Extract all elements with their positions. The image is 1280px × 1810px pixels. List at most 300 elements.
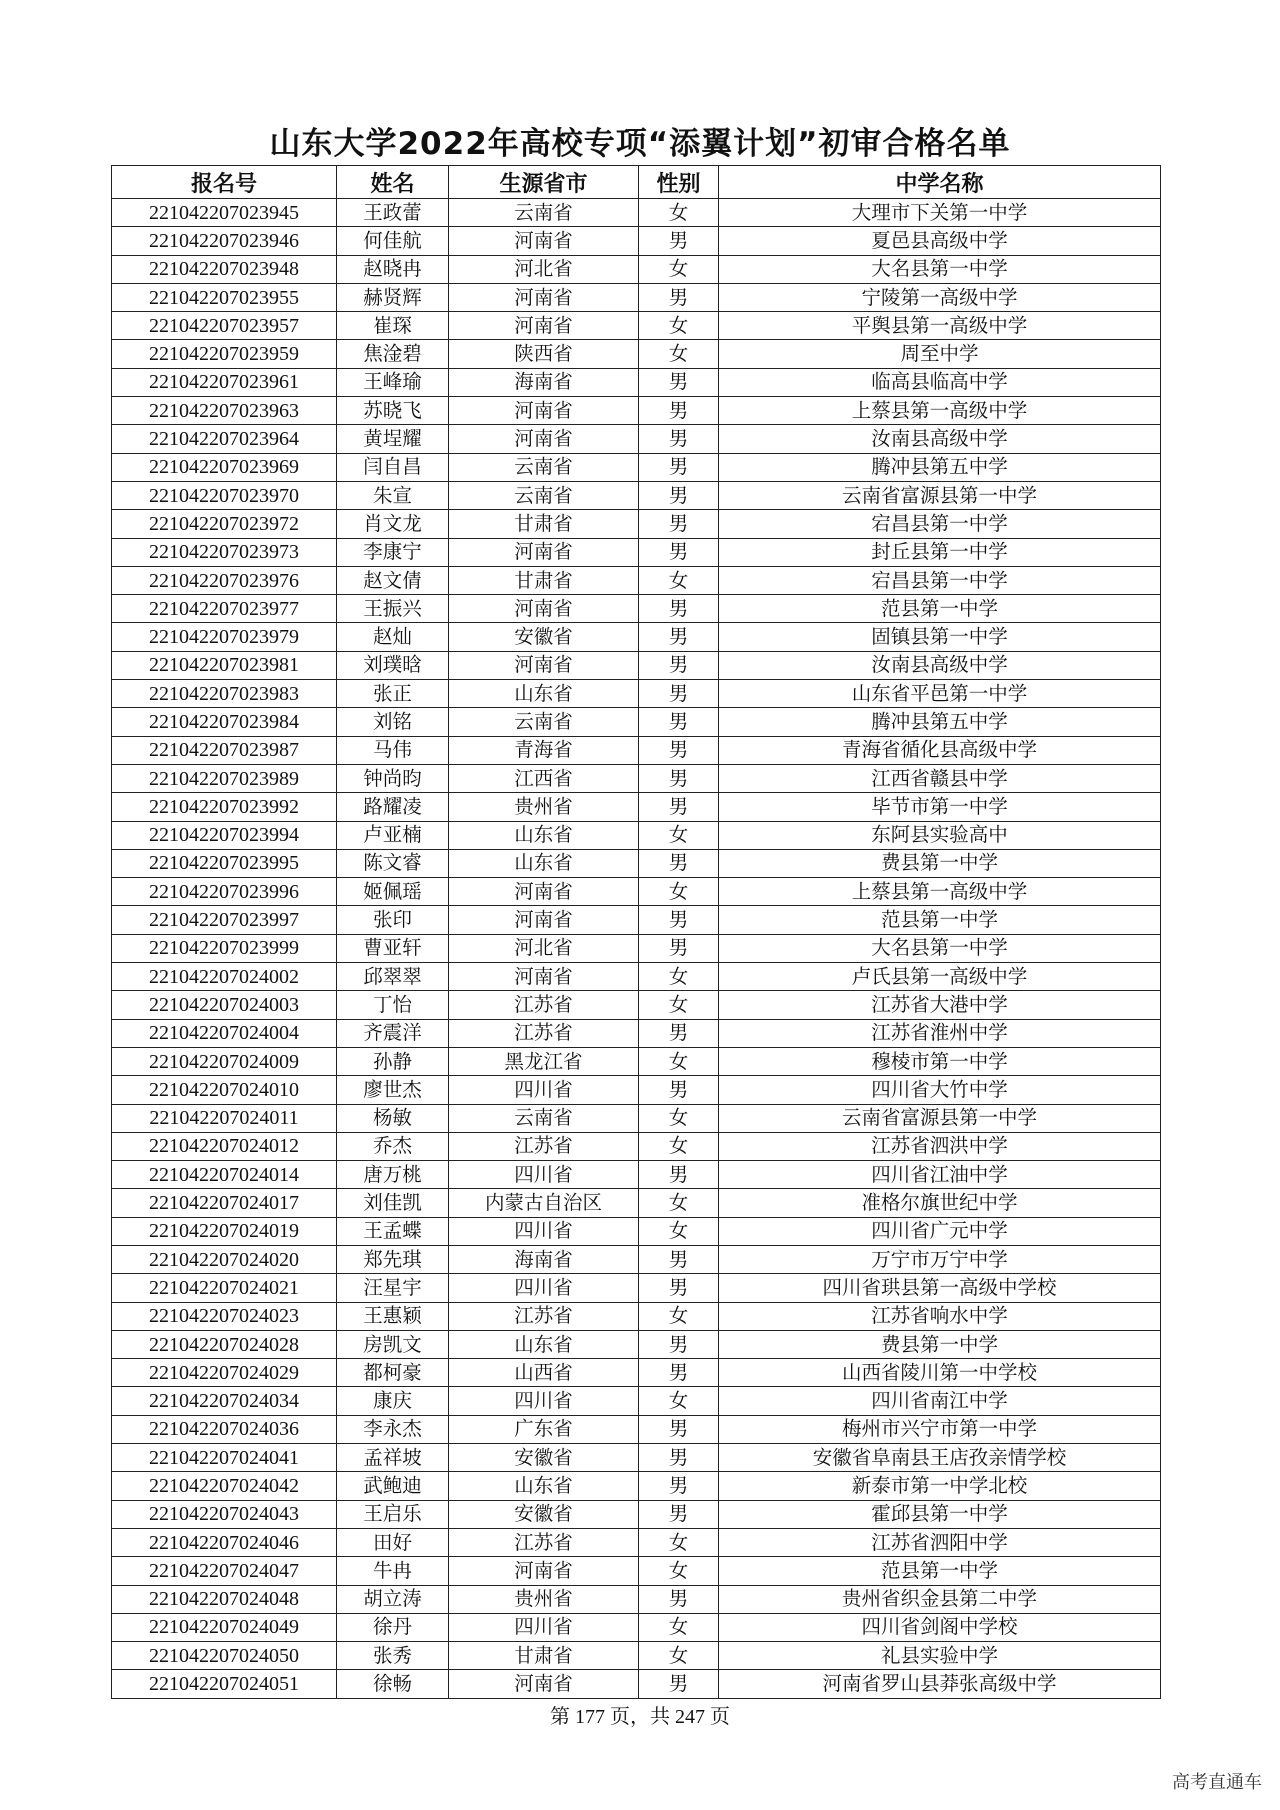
gender-cell: 男 xyxy=(639,736,719,764)
province-cell: 江西省 xyxy=(449,764,639,792)
name-cell: 陈文睿 xyxy=(337,849,449,877)
column-header-gender: 性别 xyxy=(639,166,719,199)
name-cell: 乔杰 xyxy=(337,1132,449,1160)
gender-cell: 女 xyxy=(639,255,719,283)
gender-cell: 男 xyxy=(639,510,719,538)
name-cell: 何佳航 xyxy=(337,227,449,255)
name-cell: 焦淦碧 xyxy=(337,340,449,368)
registration-number-cell: 221042207024048 xyxy=(112,1585,337,1613)
province-cell: 河北省 xyxy=(449,255,639,283)
province-cell: 安徽省 xyxy=(449,1444,639,1472)
school-cell: 万宁市万宁中学 xyxy=(719,1245,1161,1273)
gender-cell: 男 xyxy=(639,481,719,509)
table-row xyxy=(112,312,1161,340)
name-cell: 苏晓飞 xyxy=(337,397,449,425)
table-row xyxy=(112,340,1161,368)
province-cell: 广东省 xyxy=(449,1415,639,1443)
province-cell: 江苏省 xyxy=(449,1019,639,1047)
school-cell: 上蔡县第一高级中学 xyxy=(719,397,1161,425)
name-cell: 闫自昌 xyxy=(337,453,449,481)
table-row xyxy=(112,227,1161,255)
gender-cell: 男 xyxy=(639,227,719,255)
registration-number-cell: 221042207024021 xyxy=(112,1274,337,1302)
table-row xyxy=(112,849,1161,877)
province-cell: 河南省 xyxy=(449,906,639,934)
name-cell: 王惠颖 xyxy=(337,1302,449,1330)
province-cell: 江苏省 xyxy=(449,991,639,1019)
page-footer: 第 177 页，共 247 页 xyxy=(550,1706,730,1728)
table-row xyxy=(112,1500,1161,1528)
gender-cell: 男 xyxy=(639,1019,719,1047)
school-cell: 宕昌县第一中学 xyxy=(719,566,1161,594)
registration-number-cell: 221042207024020 xyxy=(112,1245,337,1273)
province-cell: 河南省 xyxy=(449,425,639,453)
gender-cell: 女 xyxy=(639,1557,719,1585)
registration-number-cell: 221042207024017 xyxy=(112,1189,337,1217)
registration-number-cell: 221042207023997 xyxy=(112,906,337,934)
school-cell: 江苏省泗洪中学 xyxy=(719,1132,1161,1160)
province-cell: 陕西省 xyxy=(449,340,639,368)
gender-cell: 女 xyxy=(639,1104,719,1132)
gender-cell: 女 xyxy=(639,1302,719,1330)
school-cell: 费县第一中学 xyxy=(719,1330,1161,1358)
gender-cell: 男 xyxy=(639,368,719,396)
table-row xyxy=(112,1528,1161,1556)
gender-cell: 女 xyxy=(639,1047,719,1075)
name-cell: 孟祥坡 xyxy=(337,1444,449,1472)
table-row xyxy=(112,1387,1161,1415)
registration-number-cell: 221042207023996 xyxy=(112,878,337,906)
table-row xyxy=(112,1472,1161,1500)
school-cell: 江苏省淮州中学 xyxy=(719,1019,1161,1047)
province-cell: 山东省 xyxy=(449,849,639,877)
gender-cell: 女 xyxy=(639,1387,719,1415)
school-cell: 江苏省响水中学 xyxy=(719,1302,1161,1330)
school-cell: 山西省陵川第一中学校 xyxy=(719,1359,1161,1387)
table-row xyxy=(112,1670,1161,1698)
table-row xyxy=(112,1557,1161,1585)
registration-number-cell: 221042207024023 xyxy=(112,1302,337,1330)
registration-number-cell: 221042207024010 xyxy=(112,1076,337,1104)
gender-cell: 男 xyxy=(639,1245,719,1273)
school-cell: 大名县第一中学 xyxy=(719,934,1161,962)
gender-cell: 女 xyxy=(639,963,719,991)
table-row xyxy=(112,1076,1161,1104)
province-cell: 四川省 xyxy=(449,1161,639,1189)
school-cell: 大名县第一中学 xyxy=(719,255,1161,283)
table-row xyxy=(112,1104,1161,1132)
province-cell: 山东省 xyxy=(449,1472,639,1500)
gender-cell: 男 xyxy=(639,906,719,934)
table-row xyxy=(112,1274,1161,1302)
name-cell: 都柯豪 xyxy=(337,1359,449,1387)
gender-cell: 女 xyxy=(639,878,719,906)
name-cell: 齐震洋 xyxy=(337,1019,449,1047)
registration-number-cell: 221042207023964 xyxy=(112,425,337,453)
registration-number-cell: 221042207023963 xyxy=(112,397,337,425)
school-cell: 礼县实验中学 xyxy=(719,1642,1161,1670)
province-cell: 四川省 xyxy=(449,1076,639,1104)
registration-number-cell: 221042207024011 xyxy=(112,1104,337,1132)
school-cell: 封丘县第一中学 xyxy=(719,538,1161,566)
registration-number-cell: 221042207024028 xyxy=(112,1330,337,1358)
gender-cell: 男 xyxy=(639,1161,719,1189)
province-cell: 云南省 xyxy=(449,708,639,736)
gender-cell: 男 xyxy=(639,793,719,821)
name-cell: 曹亚轩 xyxy=(337,934,449,962)
name-cell: 郑先琪 xyxy=(337,1245,449,1273)
province-cell: 云南省 xyxy=(449,453,639,481)
table-row xyxy=(112,1302,1161,1330)
gender-cell: 男 xyxy=(639,708,719,736)
name-cell: 黄埕耀 xyxy=(337,425,449,453)
school-cell: 穆棱市第一中学 xyxy=(719,1047,1161,1075)
school-cell: 腾冲县第五中学 xyxy=(719,708,1161,736)
name-cell: 廖世杰 xyxy=(337,1076,449,1104)
registration-number-cell: 221042207023948 xyxy=(112,255,337,283)
name-cell: 赵灿 xyxy=(337,623,449,651)
registration-number-cell: 221042207024014 xyxy=(112,1161,337,1189)
school-cell: 江苏省泗阳中学 xyxy=(719,1528,1161,1556)
province-cell: 贵州省 xyxy=(449,793,639,821)
gender-cell: 男 xyxy=(639,1444,719,1472)
registration-number-cell: 221042207024003 xyxy=(112,991,337,1019)
province-cell: 河南省 xyxy=(449,312,639,340)
table-row xyxy=(112,793,1161,821)
name-cell: 王孟蝶 xyxy=(337,1217,449,1245)
table-row xyxy=(112,1415,1161,1443)
table-row xyxy=(112,199,1161,227)
school-cell: 江苏省大港中学 xyxy=(719,991,1161,1019)
name-cell: 朱宣 xyxy=(337,481,449,509)
gender-cell: 女 xyxy=(639,1217,719,1245)
name-cell: 徐丹 xyxy=(337,1613,449,1641)
province-cell: 江苏省 xyxy=(449,1132,639,1160)
table-row xyxy=(112,1642,1161,1670)
province-cell: 河南省 xyxy=(449,538,639,566)
table-row xyxy=(112,1245,1161,1273)
name-cell: 马伟 xyxy=(337,736,449,764)
school-cell: 大理市下关第一中学 xyxy=(719,199,1161,227)
registration-number-cell: 221042207023957 xyxy=(112,312,337,340)
province-cell: 海南省 xyxy=(449,1245,639,1273)
table-row xyxy=(112,680,1161,708)
gender-cell: 男 xyxy=(639,934,719,962)
school-cell: 范县第一中学 xyxy=(719,1557,1161,1585)
province-cell: 四川省 xyxy=(449,1217,639,1245)
name-cell: 王政蕾 xyxy=(337,199,449,227)
province-cell: 黑龙江省 xyxy=(449,1047,639,1075)
registration-number-cell: 221042207023999 xyxy=(112,934,337,962)
school-cell: 周至中学 xyxy=(719,340,1161,368)
column-header-province: 生源省市 xyxy=(449,166,639,199)
name-cell: 张秀 xyxy=(337,1642,449,1670)
name-cell: 孙静 xyxy=(337,1047,449,1075)
registration-number-cell: 221042207023973 xyxy=(112,538,337,566)
province-cell: 江苏省 xyxy=(449,1302,639,1330)
name-cell: 邱翠翠 xyxy=(337,963,449,991)
table-row xyxy=(112,708,1161,736)
gender-cell: 女 xyxy=(639,821,719,849)
school-cell: 上蔡县第一高级中学 xyxy=(719,878,1161,906)
school-cell: 四川省珙县第一高级中学校 xyxy=(719,1274,1161,1302)
gender-cell: 男 xyxy=(639,1359,719,1387)
school-cell: 四川省剑阁中学校 xyxy=(719,1613,1161,1641)
gender-cell: 男 xyxy=(639,397,719,425)
school-cell: 梅州市兴宁市第一中学 xyxy=(719,1415,1161,1443)
gender-cell: 男 xyxy=(639,283,719,311)
province-cell: 河南省 xyxy=(449,397,639,425)
registration-number-cell: 221042207023970 xyxy=(112,481,337,509)
table-row xyxy=(112,425,1161,453)
province-cell: 山东省 xyxy=(449,1330,639,1358)
province-cell: 四川省 xyxy=(449,1387,639,1415)
province-cell: 河南省 xyxy=(449,1670,639,1698)
province-cell: 青海省 xyxy=(449,736,639,764)
registration-number-cell: 221042207024047 xyxy=(112,1557,337,1585)
province-cell: 河北省 xyxy=(449,934,639,962)
table-row xyxy=(112,651,1161,679)
school-cell: 平舆县第一高级中学 xyxy=(719,312,1161,340)
school-cell: 四川省江油中学 xyxy=(719,1161,1161,1189)
name-cell: 康庆 xyxy=(337,1387,449,1415)
province-cell: 山东省 xyxy=(449,821,639,849)
school-cell: 霍邱县第一中学 xyxy=(719,1500,1161,1528)
column-header-name: 姓名 xyxy=(337,166,449,199)
registration-number-cell: 221042207024051 xyxy=(112,1670,337,1698)
registration-number-cell: 221042207024009 xyxy=(112,1047,337,1075)
table-row xyxy=(112,991,1161,1019)
table-body xyxy=(112,199,1161,1699)
registration-number-cell: 221042207023961 xyxy=(112,368,337,396)
name-cell: 王峰瑜 xyxy=(337,368,449,396)
school-cell: 临高县临高中学 xyxy=(719,368,1161,396)
gender-cell: 男 xyxy=(639,453,719,481)
school-cell: 固镇县第一中学 xyxy=(719,623,1161,651)
registration-number-cell: 221042207023969 xyxy=(112,453,337,481)
name-cell: 赵晓冉 xyxy=(337,255,449,283)
province-cell: 甘肃省 xyxy=(449,566,639,594)
gender-cell: 男 xyxy=(639,1670,719,1698)
school-cell: 河南省罗山县莽张高级中学 xyxy=(719,1670,1161,1698)
registration-number-cell: 221042207023989 xyxy=(112,764,337,792)
table-row xyxy=(112,283,1161,311)
name-cell: 李永杰 xyxy=(337,1415,449,1443)
table-row xyxy=(112,1330,1161,1358)
registration-number-cell: 221042207023945 xyxy=(112,199,337,227)
table-row xyxy=(112,1444,1161,1472)
gender-cell: 男 xyxy=(639,680,719,708)
school-cell: 腾冲县第五中学 xyxy=(719,453,1161,481)
table-row xyxy=(112,1585,1161,1613)
gender-cell: 男 xyxy=(639,1330,719,1358)
column-header-school: 中学名称 xyxy=(719,166,1161,199)
name-cell: 王启乐 xyxy=(337,1500,449,1528)
province-cell: 海南省 xyxy=(449,368,639,396)
school-cell: 安徽省阜南县王店孜亲情学校 xyxy=(719,1444,1161,1472)
school-cell: 云南省富源县第一中学 xyxy=(719,1104,1161,1132)
name-cell: 牛冉 xyxy=(337,1557,449,1585)
gender-cell: 男 xyxy=(639,651,719,679)
name-cell: 房凯文 xyxy=(337,1330,449,1358)
registration-number-cell: 221042207023972 xyxy=(112,510,337,538)
document-title: 山东大学2022年高校专项“添翼计划”初审合格名单 xyxy=(269,126,1011,162)
school-cell: 汝南县高级中学 xyxy=(719,425,1161,453)
school-cell: 宕昌县第一中学 xyxy=(719,510,1161,538)
name-cell: 汪星宇 xyxy=(337,1274,449,1302)
registration-number-cell: 221042207024012 xyxy=(112,1132,337,1160)
name-cell: 张正 xyxy=(337,680,449,708)
name-cell: 丁怡 xyxy=(337,991,449,1019)
column-header-registration-number: 报名号 xyxy=(112,166,337,199)
table-row xyxy=(112,1613,1161,1641)
table-row xyxy=(112,368,1161,396)
province-cell: 河南省 xyxy=(449,283,639,311)
school-cell: 江西省赣县中学 xyxy=(719,764,1161,792)
registration-number-cell: 221042207023992 xyxy=(112,793,337,821)
table-row xyxy=(112,453,1161,481)
gender-cell: 男 xyxy=(639,764,719,792)
province-cell: 内蒙古自治区 xyxy=(449,1189,639,1217)
name-cell: 徐畅 xyxy=(337,1670,449,1698)
name-cell: 刘铭 xyxy=(337,708,449,736)
province-cell: 河南省 xyxy=(449,1557,639,1585)
gender-cell: 女 xyxy=(639,1189,719,1217)
table-row xyxy=(112,566,1161,594)
gender-cell: 女 xyxy=(639,1642,719,1670)
province-cell: 甘肃省 xyxy=(449,1642,639,1670)
registration-number-cell: 221042207024050 xyxy=(112,1642,337,1670)
registration-number-cell: 221042207024034 xyxy=(112,1387,337,1415)
province-cell: 四川省 xyxy=(449,1613,639,1641)
province-cell: 河南省 xyxy=(449,963,639,991)
school-cell: 宁陵第一高级中学 xyxy=(719,283,1161,311)
school-cell: 东阿县实验高中 xyxy=(719,821,1161,849)
registration-number-cell: 221042207024019 xyxy=(112,1217,337,1245)
registration-number-cell: 221042207023983 xyxy=(112,680,337,708)
province-cell: 河南省 xyxy=(449,651,639,679)
province-cell: 山西省 xyxy=(449,1359,639,1387)
gender-cell: 女 xyxy=(639,312,719,340)
school-cell: 贵州省织金县第二中学 xyxy=(719,1585,1161,1613)
province-cell: 安徽省 xyxy=(449,1500,639,1528)
candidate-table xyxy=(111,165,1161,1699)
registration-number-cell: 221042207023995 xyxy=(112,849,337,877)
table-row xyxy=(112,906,1161,934)
gender-cell: 女 xyxy=(639,199,719,227)
name-cell: 赵文倩 xyxy=(337,566,449,594)
school-cell: 毕节市第一中学 xyxy=(719,793,1161,821)
table-row xyxy=(112,764,1161,792)
province-cell: 四川省 xyxy=(449,1274,639,1302)
school-cell: 范县第一中学 xyxy=(719,906,1161,934)
gender-cell: 男 xyxy=(639,623,719,651)
gender-cell: 男 xyxy=(639,595,719,623)
table-row xyxy=(112,255,1161,283)
name-cell: 胡立涛 xyxy=(337,1585,449,1613)
name-cell: 刘璞晗 xyxy=(337,651,449,679)
province-cell: 河南省 xyxy=(449,878,639,906)
province-cell: 云南省 xyxy=(449,199,639,227)
registration-number-cell: 221042207023981 xyxy=(112,651,337,679)
name-cell: 武鲍迪 xyxy=(337,1472,449,1500)
registration-number-cell: 221042207024029 xyxy=(112,1359,337,1387)
gender-cell: 女 xyxy=(639,340,719,368)
table-row xyxy=(112,595,1161,623)
province-cell: 河南省 xyxy=(449,227,639,255)
gender-cell: 男 xyxy=(639,1500,719,1528)
name-cell: 赫贤辉 xyxy=(337,283,449,311)
province-cell: 云南省 xyxy=(449,1104,639,1132)
registration-number-cell: 221042207023976 xyxy=(112,566,337,594)
school-cell: 四川省广元中学 xyxy=(719,1217,1161,1245)
table-row xyxy=(112,963,1161,991)
table-row xyxy=(112,934,1161,962)
registration-number-cell: 221042207024043 xyxy=(112,1500,337,1528)
table-row xyxy=(112,1132,1161,1160)
gender-cell: 女 xyxy=(639,1132,719,1160)
registration-number-cell: 221042207023946 xyxy=(112,227,337,255)
registration-number-cell: 221042207023955 xyxy=(112,283,337,311)
school-cell: 汝南县高级中学 xyxy=(719,651,1161,679)
province-cell: 云南省 xyxy=(449,481,639,509)
table-row xyxy=(112,1047,1161,1075)
gender-cell: 男 xyxy=(639,538,719,566)
registration-number-cell: 221042207023977 xyxy=(112,595,337,623)
table-row xyxy=(112,821,1161,849)
table-row xyxy=(112,1019,1161,1047)
table-row xyxy=(112,397,1161,425)
school-cell: 范县第一中学 xyxy=(719,595,1161,623)
school-cell: 四川省南江中学 xyxy=(719,1387,1161,1415)
registration-number-cell: 221042207024002 xyxy=(112,963,337,991)
gender-cell: 男 xyxy=(639,849,719,877)
name-cell: 田好 xyxy=(337,1528,449,1556)
name-cell: 李康宁 xyxy=(337,538,449,566)
province-cell: 山东省 xyxy=(449,680,639,708)
registration-number-cell: 221042207023987 xyxy=(112,736,337,764)
school-cell: 卢氏县第一高级中学 xyxy=(719,963,1161,991)
registration-number-cell: 221042207023994 xyxy=(112,821,337,849)
school-cell: 山东省平邑第一中学 xyxy=(719,680,1161,708)
school-cell: 新泰市第一中学北校 xyxy=(719,1472,1161,1500)
gender-cell: 男 xyxy=(639,1274,719,1302)
gender-cell: 男 xyxy=(639,1585,719,1613)
gender-cell: 女 xyxy=(639,1613,719,1641)
table-row xyxy=(112,510,1161,538)
registration-number-cell: 221042207023984 xyxy=(112,708,337,736)
name-cell: 姬佩瑶 xyxy=(337,878,449,906)
province-cell: 河南省 xyxy=(449,595,639,623)
name-cell: 唐万桃 xyxy=(337,1161,449,1189)
gender-cell: 女 xyxy=(639,566,719,594)
school-cell: 准格尔旗世纪中学 xyxy=(719,1189,1161,1217)
name-cell: 钟尚昀 xyxy=(337,764,449,792)
province-cell: 安徽省 xyxy=(449,623,639,651)
name-cell: 路耀凌 xyxy=(337,793,449,821)
table-row xyxy=(112,1161,1161,1189)
gender-cell: 女 xyxy=(639,1528,719,1556)
registration-number-cell: 221042207024049 xyxy=(112,1613,337,1641)
name-cell: 张印 xyxy=(337,906,449,934)
name-cell: 崔琛 xyxy=(337,312,449,340)
registration-number-cell: 221042207023959 xyxy=(112,340,337,368)
registration-number-cell: 221042207024036 xyxy=(112,1415,337,1443)
registration-number-cell: 221042207024004 xyxy=(112,1019,337,1047)
school-cell: 四川省大竹中学 xyxy=(719,1076,1161,1104)
school-cell: 青海省循化县高级中学 xyxy=(719,736,1161,764)
school-cell: 夏邑县高级中学 xyxy=(719,227,1161,255)
